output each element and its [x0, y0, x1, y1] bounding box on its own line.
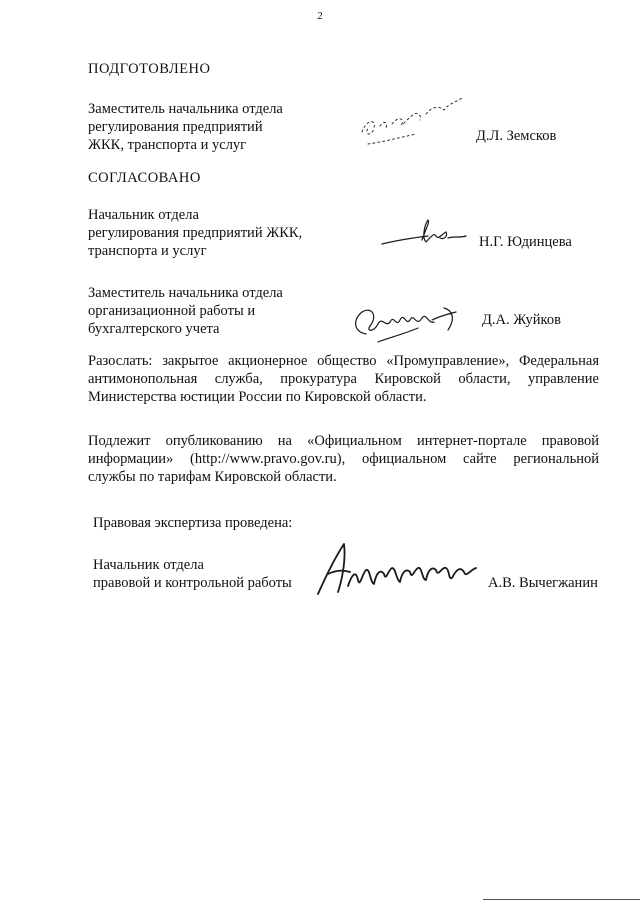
publication-paragraph: [88, 432, 599, 486]
position-line: ЖКК, транспорта и услуг: [88, 137, 247, 153]
position-line: бухгалтерского учета: [88, 321, 220, 337]
position-line: Заместитель начальника отдела: [88, 285, 283, 301]
position-line: транспорта и услуг: [88, 243, 207, 259]
signer-1-position: [88, 206, 302, 260]
position-line: регулирования предприятий ЖКК,: [88, 225, 303, 241]
position-line: Начальник отдела: [88, 207, 199, 223]
paragraph-line: информации» (http://www.pravo.gov.ru), официальном сайте региональной: [88, 451, 599, 467]
signature-zemskov: [352, 92, 482, 152]
page-edge-mark: [483, 899, 640, 900]
paragraph-line: службы по тарифам Кировской области.: [88, 469, 337, 485]
legal-review-name: А.В. Вычегжанин: [488, 575, 598, 591]
signer-2-position: [88, 284, 283, 338]
signature-yudintseva: [378, 216, 473, 256]
legal-review-position: [93, 556, 292, 592]
signer-1-name: Н.Г. Юдинцева: [479, 234, 572, 250]
position-line: Начальник отдела: [93, 557, 204, 573]
legal-review-label: Правовая экспертиза проведена:: [93, 515, 293, 531]
signer-2-name: Д.А. Жуйков: [482, 312, 561, 328]
signature-vychegzhanin: [314, 540, 484, 600]
signature-zhuikov: [348, 298, 468, 348]
paragraph-line: антимонопольная служба, прокуратура Кировской области, управление: [88, 371, 599, 387]
paragraph-line: Разослать: закрытое акционерное общество «Промуправление», Федеральная: [88, 353, 599, 369]
paragraph-line: Министерства юстиции России по Кировской области.: [88, 389, 427, 405]
page-number: 2: [317, 10, 323, 22]
prepared-position: [88, 100, 283, 154]
distribution-paragraph: [88, 352, 599, 406]
prepared-name: Д.Л. Земсков: [476, 128, 557, 144]
agreed-heading: СОГЛАСОВАНО: [88, 170, 201, 186]
position-line: регулирования предприятий: [88, 119, 263, 135]
prepared-heading: ПОДГОТОВЛЕНО: [88, 61, 211, 77]
paragraph-line: Подлежит опубликованию на «Официальном интернет-портале правовой: [88, 433, 599, 449]
position-line: Заместитель начальника отдела: [88, 101, 283, 117]
position-line: правовой и контрольной работы: [93, 575, 292, 591]
position-line: организационной работы и: [88, 303, 256, 319]
